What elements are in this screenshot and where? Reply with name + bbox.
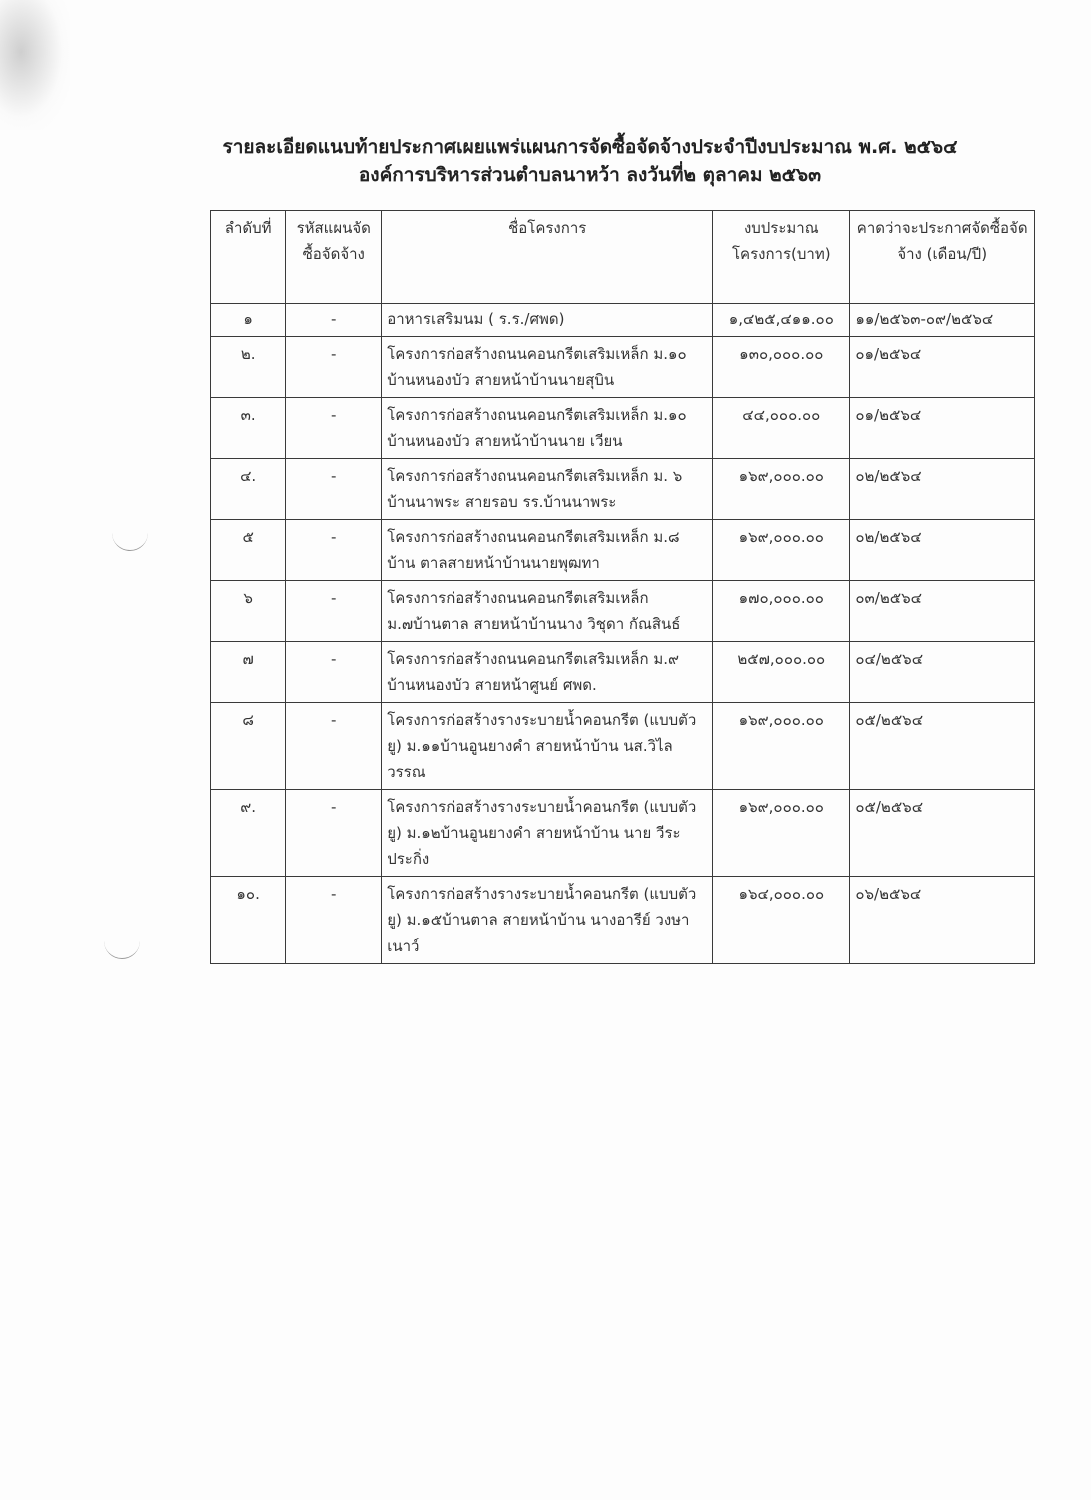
table-row	[211, 459, 1035, 520]
row-project-name: โครงการก่อสร้างถนนคอนกรีตเสริมเหล็ก ม.๘ บ้าน ตาลสายหน้าบ้านนายพุฒทา	[382, 520, 713, 581]
row-expected-date: ๐๖/๒๕๖๔	[850, 877, 1035, 964]
table-row	[211, 581, 1035, 642]
row-plan-code: -	[286, 459, 382, 520]
row-plan-code: -	[286, 520, 382, 581]
column-header-project-name: ชื่อโครงการ	[382, 211, 713, 304]
row-expected-date: ๐๕/๒๕๖๔	[850, 790, 1035, 877]
document-title: รายละเอียดแนบท้ายประกาศเผยแพร่แผนการจัดซื้อจัดจ้างประจำปีงบประมาณ พ.ศ. ๒๕๖๔	[222, 136, 958, 158]
column-header-expected-date: คาดว่าจะประกาศจัดซื้อจัดจ้าง (เดือน/ปี)	[850, 211, 1035, 304]
table-row	[211, 790, 1035, 877]
table-row	[211, 304, 1035, 337]
row-project-name: อาหารเสริมนม ( ร.ร./ศพด)	[382, 304, 713, 337]
column-header-plan-code: รหัสแผนจัดซื้อจัดจ้าง	[286, 211, 382, 304]
table-row	[211, 398, 1035, 459]
row-number: ๒.	[211, 337, 286, 398]
row-expected-date: ๑๑/๒๕๖๓-๐๙/๒๕๖๔	[850, 304, 1035, 337]
table-header-row	[211, 211, 1035, 304]
row-expected-date: ๐๑/๒๕๖๔	[850, 337, 1035, 398]
row-budget: ๒๕๗,๐๐๐.๐๐	[713, 642, 850, 703]
row-budget: ๔๔,๐๐๐.๐๐	[713, 398, 850, 459]
table-row	[211, 520, 1035, 581]
row-number: ๑	[211, 304, 286, 337]
row-plan-code: -	[286, 337, 382, 398]
row-project-name: โครงการก่อสร้างรางระบายน้ำคอนกรีต (แบบตัว ยู) ม.๑๕บ้านตาล สายหน้าบ้าน นางอารีย์ วงษาเนาว์	[382, 877, 713, 964]
row-plan-code: -	[286, 703, 382, 790]
procurement-plan-table	[210, 210, 1035, 964]
row-project-name: โครงการก่อสร้างถนนคอนกรีตเสริมเหล็ก ม.๑๐ บ้านหนองบัว สายหน้าบ้านนาย เวียน	[382, 398, 713, 459]
row-budget: ๑๖๙,๐๐๐.๐๐	[713, 703, 850, 790]
row-number: ๗	[211, 642, 286, 703]
row-expected-date: ๐๔/๒๕๖๔	[850, 642, 1035, 703]
row-project-name: โครงการก่อสร้างถนนคอนกรีตเสริมเหล็ก ม.๙ บ้านหนองบัว สายหน้าศูนย์ ศพด.	[382, 642, 713, 703]
row-expected-date: ๐๒/๒๕๖๔	[850, 520, 1035, 581]
row-budget: ๑๖๙,๐๐๐.๐๐	[713, 459, 850, 520]
row-expected-date: ๐๒/๒๕๖๔	[850, 459, 1035, 520]
row-number: ๑๐.	[211, 877, 286, 964]
column-header-budget: งบประมาณโครงการ(บาท)	[713, 211, 850, 304]
row-number: ๖	[211, 581, 286, 642]
row-budget: ๑๓๐,๐๐๐.๐๐	[713, 337, 850, 398]
row-plan-code: -	[286, 398, 382, 459]
row-plan-code: -	[286, 304, 382, 337]
row-budget: ๑๗๐,๐๐๐.๐๐	[713, 581, 850, 642]
row-plan-code: -	[286, 877, 382, 964]
punch-hole-mark	[112, 532, 148, 551]
row-plan-code: -	[286, 642, 382, 703]
row-number: ๙.	[211, 790, 286, 877]
row-project-name: โครงการก่อสร้างถนนคอนกรีตเสริมเหล็ก ม. ๖ บ้านนาพระ สายรอบ รร.บ้านนาพระ	[382, 459, 713, 520]
table-row	[211, 877, 1035, 964]
row-project-name: โครงการก่อสร้างถนนคอนกรีตเสริมเหล็ก ม.๗บ้านตาล สายหน้าบ้านนาง วิชุดา กัณสินธ์	[382, 581, 713, 642]
row-budget: ๑๖๙,๐๐๐.๐๐	[713, 790, 850, 877]
table-row	[211, 703, 1035, 790]
row-plan-code: -	[286, 581, 382, 642]
table-row	[211, 642, 1035, 703]
row-number: ๓.	[211, 398, 286, 459]
row-budget: ๑๖๙,๐๐๐.๐๐	[713, 520, 850, 581]
row-budget: ๑๖๔,๐๐๐.๐๐	[713, 877, 850, 964]
row-expected-date: ๐๑/๒๕๖๔	[850, 398, 1035, 459]
document-subtitle: องค์การบริหารส่วนตำบลนาหว้า ลงวันที่๒ ตุลาคม ๒๕๖๓	[358, 164, 822, 186]
punch-hole-mark	[104, 940, 140, 959]
row-expected-date: ๐๓/๒๕๖๔	[850, 581, 1035, 642]
row-number: ๔.	[211, 459, 286, 520]
row-budget: ๑,๔๒๕,๔๑๑.๐๐	[713, 304, 850, 337]
scan-smudge	[0, 0, 70, 130]
row-project-name: โครงการก่อสร้างรางระบายน้ำคอนกรีต (แบบตัว ยู) ม.๑๒บ้านอูนยางคำ สายหน้าบ้าน นาย วีระ ประกิ่ง	[382, 790, 713, 877]
row-expected-date: ๐๕/๒๕๖๔	[850, 703, 1035, 790]
row-number: ๕	[211, 520, 286, 581]
row-plan-code: -	[286, 790, 382, 877]
row-project-name: โครงการก่อสร้างรางระบายน้ำคอนกรีต (แบบตัว ยู) ม.๑๑บ้านอูนยางคำ สายหน้าบ้าน นส.วิไลวรรณ	[382, 703, 713, 790]
column-header-number: ลำดับที่	[211, 211, 286, 304]
row-project-name: โครงการก่อสร้างถนนคอนกรีตเสริมเหล็ก ม.๑๐ บ้านหนองบัว สายหน้าบ้านนายสุบิน	[382, 337, 713, 398]
row-number: ๘	[211, 703, 286, 790]
table-row	[211, 337, 1035, 398]
